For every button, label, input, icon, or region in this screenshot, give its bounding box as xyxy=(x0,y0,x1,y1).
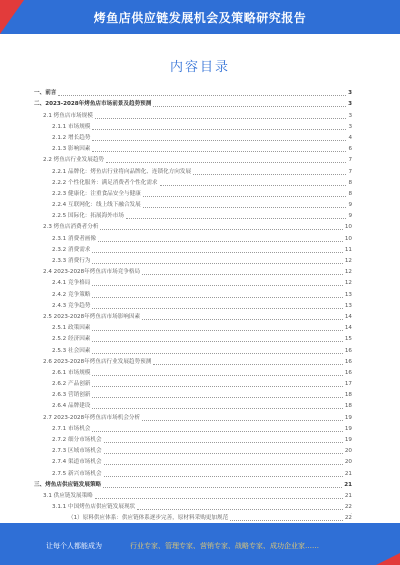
toc-leader-dots xyxy=(104,464,343,465)
toc-leader-dots xyxy=(92,375,342,376)
toc-leader-dots xyxy=(92,341,342,342)
toc-entry-title: 2.1 烤鱼店市场规模 xyxy=(43,112,93,119)
toc-entry-page: 8 xyxy=(348,179,352,186)
toc-entry[interactable] xyxy=(34,243,352,254)
footer-red-accent xyxy=(376,553,400,565)
toc-entry[interactable] xyxy=(34,131,352,142)
toc-entry-page: 19 xyxy=(344,437,352,443)
toc-entry[interactable] xyxy=(34,142,352,153)
toc-entry-page: 15 xyxy=(344,336,352,343)
toc-entry-page: 20 xyxy=(344,459,352,466)
toc-leader-dots xyxy=(137,509,343,510)
toc-entry-title: 2.3.1 消费者画像 xyxy=(52,235,96,242)
toc-leader-dots xyxy=(126,218,346,219)
toc-entry-page: 17 xyxy=(344,381,352,388)
toc-entry-title: 2.2.2 个性化服务：满足消费者个性化需求 xyxy=(52,179,158,186)
toc-entry-page: 21 xyxy=(344,470,352,477)
toc-entry-page: 12 xyxy=(344,280,352,287)
toc-entry-page: 14 xyxy=(344,325,352,332)
toc-leader-dots xyxy=(142,319,343,320)
toc-entry-page: 19 xyxy=(344,414,352,421)
toc-entry-title: 2.6.4 品牌建设 xyxy=(52,403,91,410)
toc-entry-title: 3.1.1 中国烤鱼店供应链发展现状 xyxy=(52,504,136,511)
toc-entry-page: 3 xyxy=(348,112,352,119)
toc-leader-dots xyxy=(92,252,342,253)
toc-entry-page: 13 xyxy=(344,302,352,309)
toc-entry-page: 21 xyxy=(344,492,352,499)
toc-entry-page: 14 xyxy=(344,313,352,320)
toc-entry-page: 3 xyxy=(348,90,352,97)
toc-entry[interactable] xyxy=(34,422,352,433)
toc-entry-title: 2.2.5 国际化：拓展海外市场 xyxy=(52,213,124,220)
toc-entry[interactable] xyxy=(34,153,352,164)
toc-entry-title: 2.6.2 产品创新 xyxy=(52,381,91,388)
report-title: 烤鱼店供应链发展机会及策略研究报告 xyxy=(93,11,307,25)
toc-entry-page: 12 xyxy=(344,258,352,264)
toc-entry-title: 2.7.5 新兴市场机会 xyxy=(52,470,102,477)
toc-leader-dots xyxy=(106,162,346,163)
toc-entry-title: 2.7.1 市场机会 xyxy=(52,425,91,432)
toc-entry-title: 2.4.1 竞争格局 xyxy=(52,280,91,287)
toc-leader-dots xyxy=(104,476,343,477)
toc-entry-title: 2.6.1 市场规模 xyxy=(52,369,91,376)
toc-entry-page: 10 xyxy=(344,224,352,231)
toc-entry-title: 2.4.2 竞争策略 xyxy=(52,291,91,298)
toc-entry-page: 6 xyxy=(348,146,352,153)
toc-entry[interactable] xyxy=(34,478,352,489)
toc-entry-title: （1）原料供应体系：供应链体系逐步完善，原材料采购更加规范 xyxy=(68,515,229,522)
toc-entry[interactable] xyxy=(34,366,352,377)
toc-entry-title: 2.4 2023-2028年烤鱼店市场竞争格局 xyxy=(43,269,141,276)
toc-leader-dots xyxy=(92,397,342,398)
table-of-contents xyxy=(34,86,352,534)
toc-leader-dots xyxy=(58,95,346,96)
toc-leader-dots xyxy=(153,364,343,365)
toc-entry-title: 2.7.4 渠道市场机会 xyxy=(52,459,102,466)
toc-leader-dots xyxy=(142,274,343,275)
toc-entry[interactable] xyxy=(34,108,352,119)
toc-entry[interactable] xyxy=(34,310,352,321)
toc-entry[interactable] xyxy=(34,466,352,477)
toc-entry[interactable] xyxy=(34,388,352,399)
toc-entry[interactable] xyxy=(34,343,352,354)
toc-entry-page: 18 xyxy=(344,403,352,410)
toc-entry[interactable] xyxy=(34,299,352,310)
toc-entry-page: 7 xyxy=(348,157,352,164)
toc-entry[interactable] xyxy=(34,433,352,444)
toc-entry-title: 2.2.4 互联网化：线上线下融合发展 xyxy=(52,202,141,209)
toc-entry-page: 13 xyxy=(344,291,352,298)
page-number: . xyxy=(350,510,352,516)
toc-entry[interactable] xyxy=(34,444,352,455)
toc-entry-title: 2.7.2 细分市场机会 xyxy=(52,437,102,443)
toc-leader-dots xyxy=(92,129,346,130)
toc-entry-title: 2.7 2023-2028年烤鱼店市场机会分析 xyxy=(43,414,141,421)
toc-entry-page: 7 xyxy=(348,168,352,175)
toc-entry[interactable] xyxy=(34,399,352,410)
toc-entry[interactable] xyxy=(34,209,352,220)
toc-entry[interactable] xyxy=(34,377,352,388)
toc-leader-dots xyxy=(100,229,342,230)
toc-entry-title: 2.5.1 政策因素 xyxy=(52,325,91,332)
toc-leader-dots xyxy=(92,285,342,286)
toc-entry-title: 2.5 2023-2028年烤鱼店市场影响因素 xyxy=(43,313,141,320)
toc-entry-page: 16 xyxy=(344,369,352,376)
toc-entry[interactable] xyxy=(34,120,352,131)
toc-entry-page: 16 xyxy=(344,347,352,354)
toc-entry-title: 2.6 2023-2028年烤鱼店行业发展趋势预测 xyxy=(43,358,152,365)
toc-entry[interactable] xyxy=(34,86,352,97)
toc-leader-dots xyxy=(92,330,342,331)
toc-entry[interactable] xyxy=(34,198,352,209)
toc-entry[interactable] xyxy=(34,321,352,332)
toc-entry-page: 12 xyxy=(344,269,352,276)
toc-leader-dots xyxy=(103,487,342,488)
toc-entry-title: 三、烤鱼店供应链发展策略 xyxy=(34,481,102,488)
toc-entry-title: 2.3.3 消费行为 xyxy=(52,258,91,264)
toc-entry-page: 22 xyxy=(344,515,352,522)
toc-entry-title: 一、前言 xyxy=(34,90,57,97)
footer-slogan-right: 行业专家、管理专家、营销专家、战略专家、成功企业家…… xyxy=(130,542,319,550)
toc-leader-dots xyxy=(160,185,347,186)
toc-leader-dots xyxy=(143,207,347,208)
toc-entry-page: 3 xyxy=(348,123,352,130)
toc-entry[interactable] xyxy=(34,254,352,265)
toc-entry-title: 2.2.1 品牌化：烤鱼店行业将向品牌化、连锁化方向发展 xyxy=(52,168,192,175)
footer-bar xyxy=(0,523,400,565)
toc-leader-dots xyxy=(92,140,346,141)
toc-leader-dots xyxy=(92,353,342,354)
toc-entry-title: 2.7.3 区域市场机会 xyxy=(52,448,102,455)
toc-entry-page: 21 xyxy=(344,481,352,488)
toc-leader-dots xyxy=(104,453,343,454)
toc-leader-dots xyxy=(98,241,343,242)
toc-entry-page: 9 xyxy=(348,213,352,220)
toc-entry-title: 2.5.2 经济因素 xyxy=(52,336,91,343)
toc-entry-page: 8 xyxy=(348,190,352,197)
toc-entry-title: 2.1.2 增长趋势 xyxy=(52,134,91,141)
toc-entry-page: 4 xyxy=(348,134,352,141)
toc-entry[interactable] xyxy=(34,410,352,421)
toc-leader-dots xyxy=(92,297,342,298)
toc-entry-title: 3.1 供应链发展策略 xyxy=(43,492,93,499)
toc-entry-title: 2.1.3 影响因素 xyxy=(52,146,91,153)
toc-entry[interactable] xyxy=(34,97,352,108)
toc-entry-title: 2.3 烤鱼店消费者分析 xyxy=(43,224,99,231)
toc-entry[interactable] xyxy=(34,164,352,175)
toc-entry-page: 11 xyxy=(344,246,352,253)
toc-leader-dots xyxy=(92,386,342,387)
toc-entry[interactable] xyxy=(34,511,352,522)
toc-entry-title: 2.5.3 社会因素 xyxy=(52,347,91,354)
toc-entry-page: 20 xyxy=(344,448,352,455)
toc-leader-dots xyxy=(92,308,342,309)
toc-entry-title: 2.2.3 健康化：注重食品安全与健康 xyxy=(52,190,141,197)
toc-leader-dots xyxy=(143,196,347,197)
toc-entry[interactable] xyxy=(34,220,352,231)
toc-leader-dots xyxy=(92,151,346,152)
toc-entry-title: 2.6.3 营销创新 xyxy=(52,392,91,399)
toc-entry[interactable] xyxy=(34,265,352,276)
toc-entry-title: 2.1.1 市场规模 xyxy=(52,123,91,130)
toc-entry-page: 16 xyxy=(344,358,352,365)
toc-entry[interactable] xyxy=(34,355,352,366)
toc-entry-page: 18 xyxy=(344,392,352,399)
toc-leader-dots xyxy=(193,174,346,175)
toc-heading: 内容目录 xyxy=(169,60,230,75)
toc-entry[interactable] xyxy=(34,489,352,500)
toc-entry[interactable] xyxy=(34,187,352,198)
toc-leader-dots xyxy=(95,118,347,119)
toc-entry-page: 10 xyxy=(344,235,352,242)
toc-leader-dots xyxy=(153,106,346,107)
toc-entry-title: 二、2023-2028年烤鱼店市场前景及趋势预测 xyxy=(34,101,152,108)
toc-entry[interactable] xyxy=(34,500,352,511)
toc-entry-title: 2.4.3 竞争趋势 xyxy=(52,302,91,309)
toc-entry-page: 9 xyxy=(348,202,352,209)
toc-leader-dots xyxy=(230,520,343,521)
toc-leader-dots xyxy=(92,431,342,432)
toc-leader-dots xyxy=(142,420,343,421)
toc-leader-dots xyxy=(92,263,342,264)
toc-leader-dots xyxy=(92,408,342,409)
toc-entry[interactable] xyxy=(34,176,352,187)
toc-leader-dots xyxy=(104,442,343,443)
toc-entry-title: 2.2 烤鱼店行业发展趋势 xyxy=(43,157,105,164)
toc-entry[interactable] xyxy=(34,287,352,298)
toc-entry[interactable] xyxy=(34,276,352,287)
toc-entry-title: 2.3.2 消费需求 xyxy=(52,246,91,253)
toc-entry-page: 19 xyxy=(344,425,352,432)
footer-slogan-left: 让每个人都能成为 xyxy=(46,542,102,550)
toc-entry[interactable] xyxy=(34,231,352,242)
toc-entry[interactable] xyxy=(34,455,352,466)
toc-leader-dots xyxy=(95,498,343,499)
toc-entry[interactable] xyxy=(34,332,352,343)
toc-entry-page: 3 xyxy=(348,101,352,108)
toc-entry-page: 22 xyxy=(344,504,352,511)
